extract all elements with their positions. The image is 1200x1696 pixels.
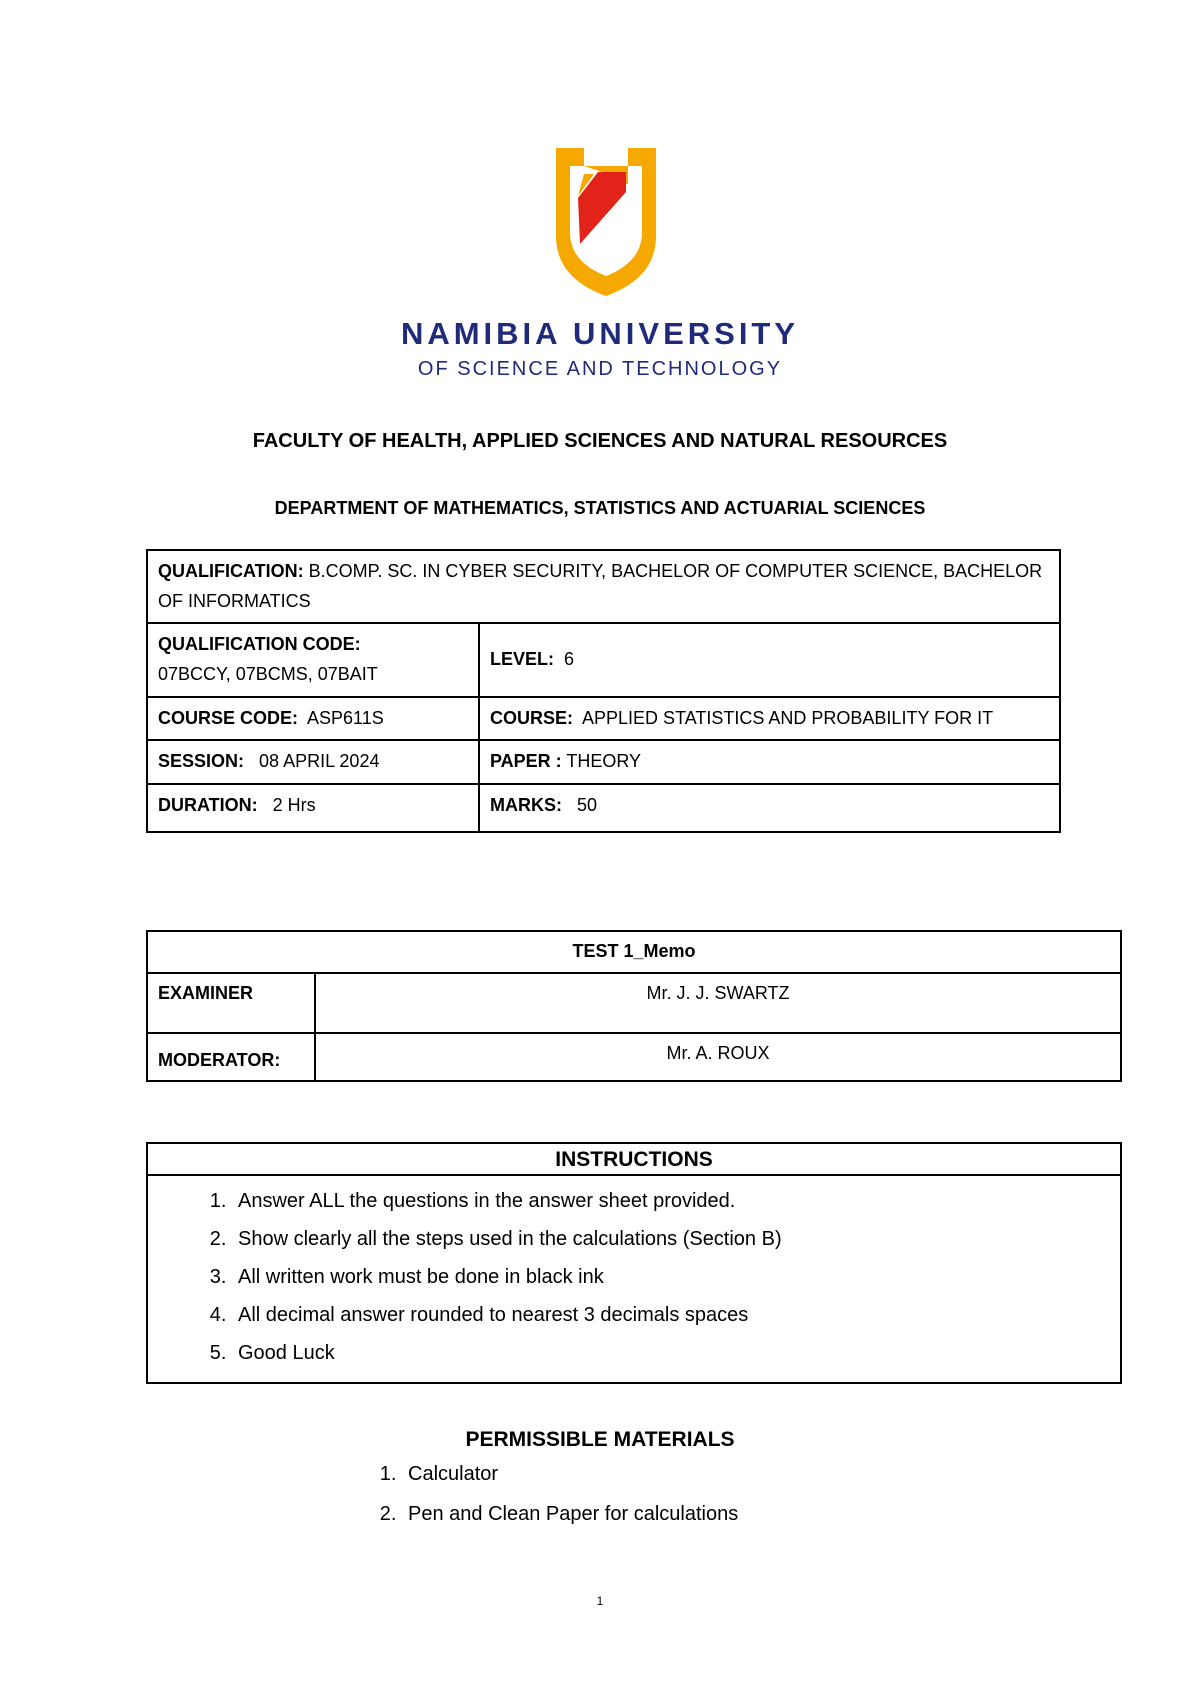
university-subtitle: OF SCIENCE AND TECHNOLOGY xyxy=(417,358,783,380)
qualification-label: QUALIFICATION: xyxy=(158,561,304,581)
course-label: COURSE: xyxy=(490,707,574,728)
qualification-code-cell xyxy=(147,623,479,696)
examiner-label: EXAMINER xyxy=(147,973,315,1033)
examiner-table xyxy=(146,930,1122,1082)
moderator-name: Mr. A. ROUX xyxy=(315,1033,1121,1081)
session-cell xyxy=(147,740,479,784)
marks-value: 50 xyxy=(562,795,598,816)
test-title: TEST 1_Memo xyxy=(147,931,1121,973)
marks-label: MARKS: xyxy=(490,795,562,816)
level-cell xyxy=(479,623,1060,696)
qualification-code-label: QUALIFICATION CODE: xyxy=(158,634,361,655)
course-code-label: COURSE CODE: xyxy=(158,707,299,728)
instructions-title: INSTRUCTIONS xyxy=(148,1144,1120,1176)
list-item: 1. Calculator xyxy=(402,1454,738,1494)
list-item: 3. All written work must be done in black ink xyxy=(232,1258,1120,1296)
session-label: SESSION: xyxy=(158,751,245,772)
list-item: 5. Good Luck xyxy=(232,1334,1120,1372)
course-info-table xyxy=(146,549,1061,833)
duration-label: DURATION: xyxy=(158,795,258,816)
faculty-heading: FACULTY OF HEALTH, APPLIED SCIENCES AND NATURAL RESOURCES xyxy=(252,430,948,452)
moderator-label: MODERATOR: xyxy=(147,1033,315,1081)
instructions-box xyxy=(146,1142,1122,1384)
permissible-materials-list xyxy=(366,1454,738,1534)
level-value: 6 xyxy=(554,649,575,670)
page-number: 1 xyxy=(596,1594,604,1608)
paper-cell xyxy=(479,740,1060,784)
permissible-materials-title: PERMISSIBLE MATERIALS xyxy=(465,1428,735,1451)
course-cell xyxy=(479,697,1060,741)
qualification-cell xyxy=(147,550,1060,623)
qualification-code-value: 07BCCY, 07BCMS, 07BAIT xyxy=(158,664,378,685)
course-code-value: ASP611S xyxy=(298,707,384,728)
list-item: 2. Pen and Clean Paper for calculations xyxy=(402,1494,738,1534)
department-heading: DEPARTMENT OF MATHEMATICS, STATISTICS AND ACTUARIAL SCIENCES xyxy=(274,498,926,518)
session-value: 08 APRIL 2024 xyxy=(244,751,380,772)
list-item: 1. Answer ALL the questions in the answer sheet provided. xyxy=(232,1182,1120,1220)
instructions-list xyxy=(148,1182,1120,1372)
university-logo-icon xyxy=(536,140,676,300)
list-item: 2. Show clearly all the steps used in the calculations (Section B) xyxy=(232,1220,1120,1258)
list-item: 4. All decimal answer rounded to nearest 3 decimals spaces xyxy=(232,1296,1120,1334)
course-code-cell xyxy=(147,697,479,741)
course-value: APPLIED STATISTICS AND PROBABILITY FOR IT xyxy=(573,707,994,728)
examiner-name: Mr. J. J. SWARTZ xyxy=(315,973,1121,1033)
duration-cell xyxy=(147,784,479,832)
paper-label: PAPER : xyxy=(490,751,562,772)
level-label: LEVEL: xyxy=(490,649,555,670)
qualification-value: B.COMP. SC. IN CYBER SECURITY, BACHELOR OF COMPUTER SCIENCE, BACHELOR OF INFORMATICS xyxy=(158,561,1043,611)
university-name: NAMIBIA UNIVERSITY xyxy=(400,316,800,351)
paper-value: THEORY xyxy=(561,751,642,772)
duration-value: 2 Hrs xyxy=(257,795,316,816)
marks-cell xyxy=(479,784,1060,832)
